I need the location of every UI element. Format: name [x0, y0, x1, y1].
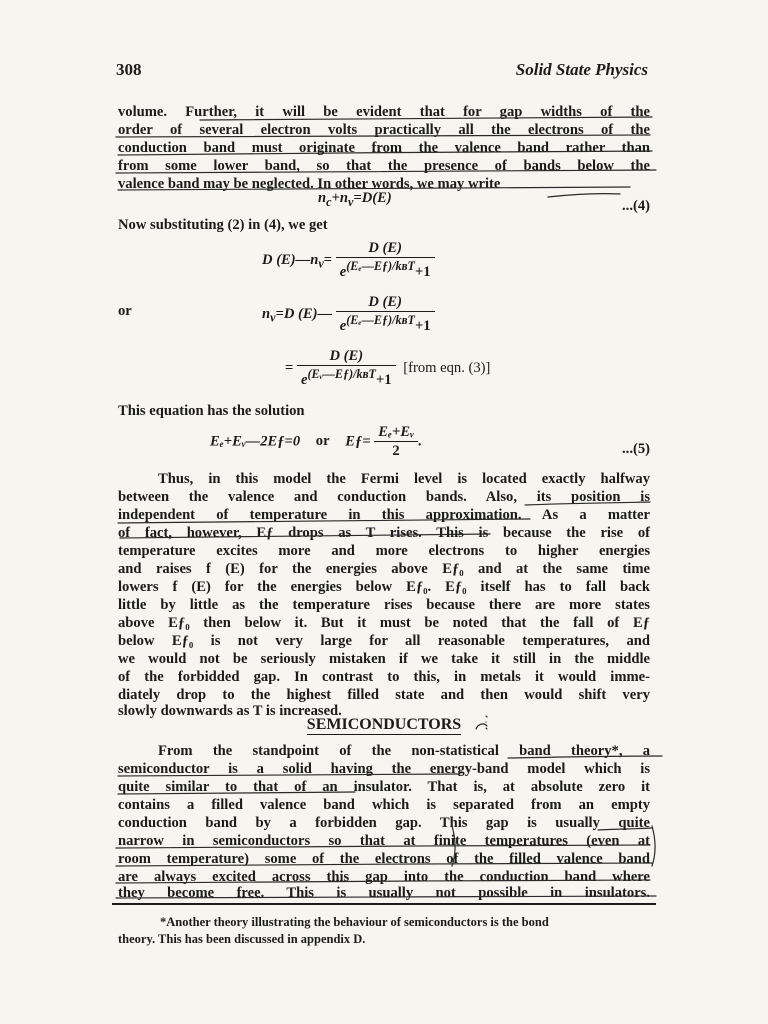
footnote-line: *Another theory illustrating the behaviour of semiconductors is the bond: [160, 915, 549, 929]
underline-mark: [548, 194, 620, 197]
page-number: 308: [116, 60, 142, 79]
underline-mark: [508, 756, 662, 758]
underline-mark: [116, 880, 650, 883]
equation-b-fraction: $\frac{D (E)}{e^{(E_e—Eƒ)/kʙT}+1}$: [336, 294, 435, 335]
para1-line: little by little as the temperature rises because there are more states: [118, 597, 650, 613]
underline-mark: [116, 845, 650, 848]
underline-mark: [116, 863, 652, 866]
para2-line: they become free. This is usually not possible in insulators.: [118, 885, 650, 901]
equation-c: = $\frac{D (E)}{e^{(Eᵥ—Eƒ)/kʙT}+1}$ [from eqn. (3)]: [285, 348, 491, 388]
equation-a: D $(E)—n_v=$ $\frac{D (E)}{e^{(E_e—Eƒ)/kʙT}+1}$: [262, 240, 435, 281]
underline-mark: [118, 792, 355, 794]
underline-mark: [118, 187, 630, 190]
equation-5-fraction: $\frac{\text{Eₑ+Eᵥ}}{2}$: [374, 424, 418, 460]
para1-line: temperature excites more and more electrons to higher energies: [118, 543, 650, 559]
para2-line: semiconductor is a solid having the energy-band model which is: [118, 761, 650, 777]
underline-mark: [118, 151, 652, 155]
substitution-text: Now substituting (2) in (4), we get: [118, 217, 328, 233]
intro-line: conduction band must originate from the valence band rather than: [118, 140, 650, 156]
para2-line: quite similar to that of an insulator. That is, at absolute zero it: [118, 779, 650, 795]
para1-line: above Eƒ₀ then below it. But it must be noted that the fall of Eƒ: [118, 615, 650, 631]
underline-mark: [118, 774, 460, 776]
para1-line: slowly downwards as T is increased.: [118, 703, 342, 719]
underline-mark: [116, 896, 656, 898]
underline-mark: [476, 724, 487, 729]
para1-line: diately drop to the highest filled state and then would shift very: [118, 687, 650, 703]
para1-line: Thus, in this model the Fermi level is located exactly halfway: [158, 471, 650, 487]
intro-line: valence band may be neglected. In other words, we may write: [118, 176, 501, 192]
para1-line: of fact, however, Eƒ drops as T rises. This is because the rise of: [118, 525, 650, 541]
footnote-line: theory. This has been discussed in appendix D.: [118, 932, 366, 946]
underline-mark: [598, 828, 652, 830]
para2-line: narrow in semiconductors so that at finite temperatures (even at: [118, 833, 650, 849]
intro-line: from some lower band, so that the presence of bands below the: [118, 158, 650, 174]
equation-4-label: ...(4): [622, 198, 650, 214]
equation-4: $n_c+n_v=D(E)$: [318, 190, 392, 209]
equation-a-fraction: $\frac{D (E)}{e^{(E_e—Eƒ)/kʙT}+1}$: [336, 240, 435, 281]
underline-mark: [116, 135, 650, 137]
underline-mark: [118, 519, 530, 523]
or-label: or: [118, 303, 132, 319]
para2-line: From the standpoint of the non-statistical band theory*, a: [158, 743, 650, 759]
underline-mark: [200, 117, 652, 120]
equation-5: Eₑ+Eᵥ—2Eƒ=0 or Eƒ= $\frac{\text{Eₑ+Eᵥ}}{2}$ .: [210, 424, 422, 459]
underline-mark: [486, 716, 487, 729]
para2-line: contains a filled valence band which is separated from an empty: [118, 797, 650, 813]
para1-line: between the valence and conduction bands. Also, its position is: [118, 489, 650, 505]
underline-mark: [120, 534, 490, 538]
solution-text: This equation has the solution: [118, 403, 305, 419]
para1-line: of the forbidded gap. In contrast to this, in metals it would imme-: [118, 669, 650, 685]
para1-line: below Eƒ₀ is not very large for all reasonable temperatures, and: [118, 633, 650, 649]
para1-line: lowers f (E) for the energies below Eƒ₀. Eƒ₀ itself has to fall back: [118, 579, 650, 595]
underline-mark: [652, 826, 655, 866]
underline-mark: [525, 502, 650, 505]
equation-c-note: [from eqn. (3)]: [403, 359, 491, 376]
underline-mark: [116, 170, 656, 173]
para1-line: independent of temperature in this approximation. As a matter: [118, 507, 650, 523]
section-heading: SEMICONDUCTORS: [306, 716, 462, 733]
intro-line: volume. Further, it will be evident that for gap widths of the: [118, 104, 650, 120]
intro-line: order of several electron volts practically all the electrons of the: [118, 122, 650, 138]
para2-line: conduction band by a forbidden gap. This gap is usually quite: [118, 815, 650, 831]
equation-c-fraction: $\frac{D (E)}{e^{(Eᵥ—Eƒ)/kʙT}+1}$: [297, 348, 396, 389]
para1-line: and raises f (E) for the energies above Eƒ₀ and at the same time: [118, 561, 650, 577]
para1-line: we would not be seriously mistaken if we take it still in the middle: [118, 651, 650, 667]
running-head: Solid State Physics: [515, 60, 648, 79]
para2-line: are always excited across this gap into the conduction band where: [118, 869, 650, 885]
equation-b: $n_v=D$ (E)— $\frac{D (E)}{e^{(E_e—Eƒ)/kʙT}+1}$: [262, 294, 435, 335]
para2-line: room temperature) some of the electrons of the filled valence band: [118, 851, 650, 867]
equation-5-label: ...(5): [622, 441, 650, 457]
